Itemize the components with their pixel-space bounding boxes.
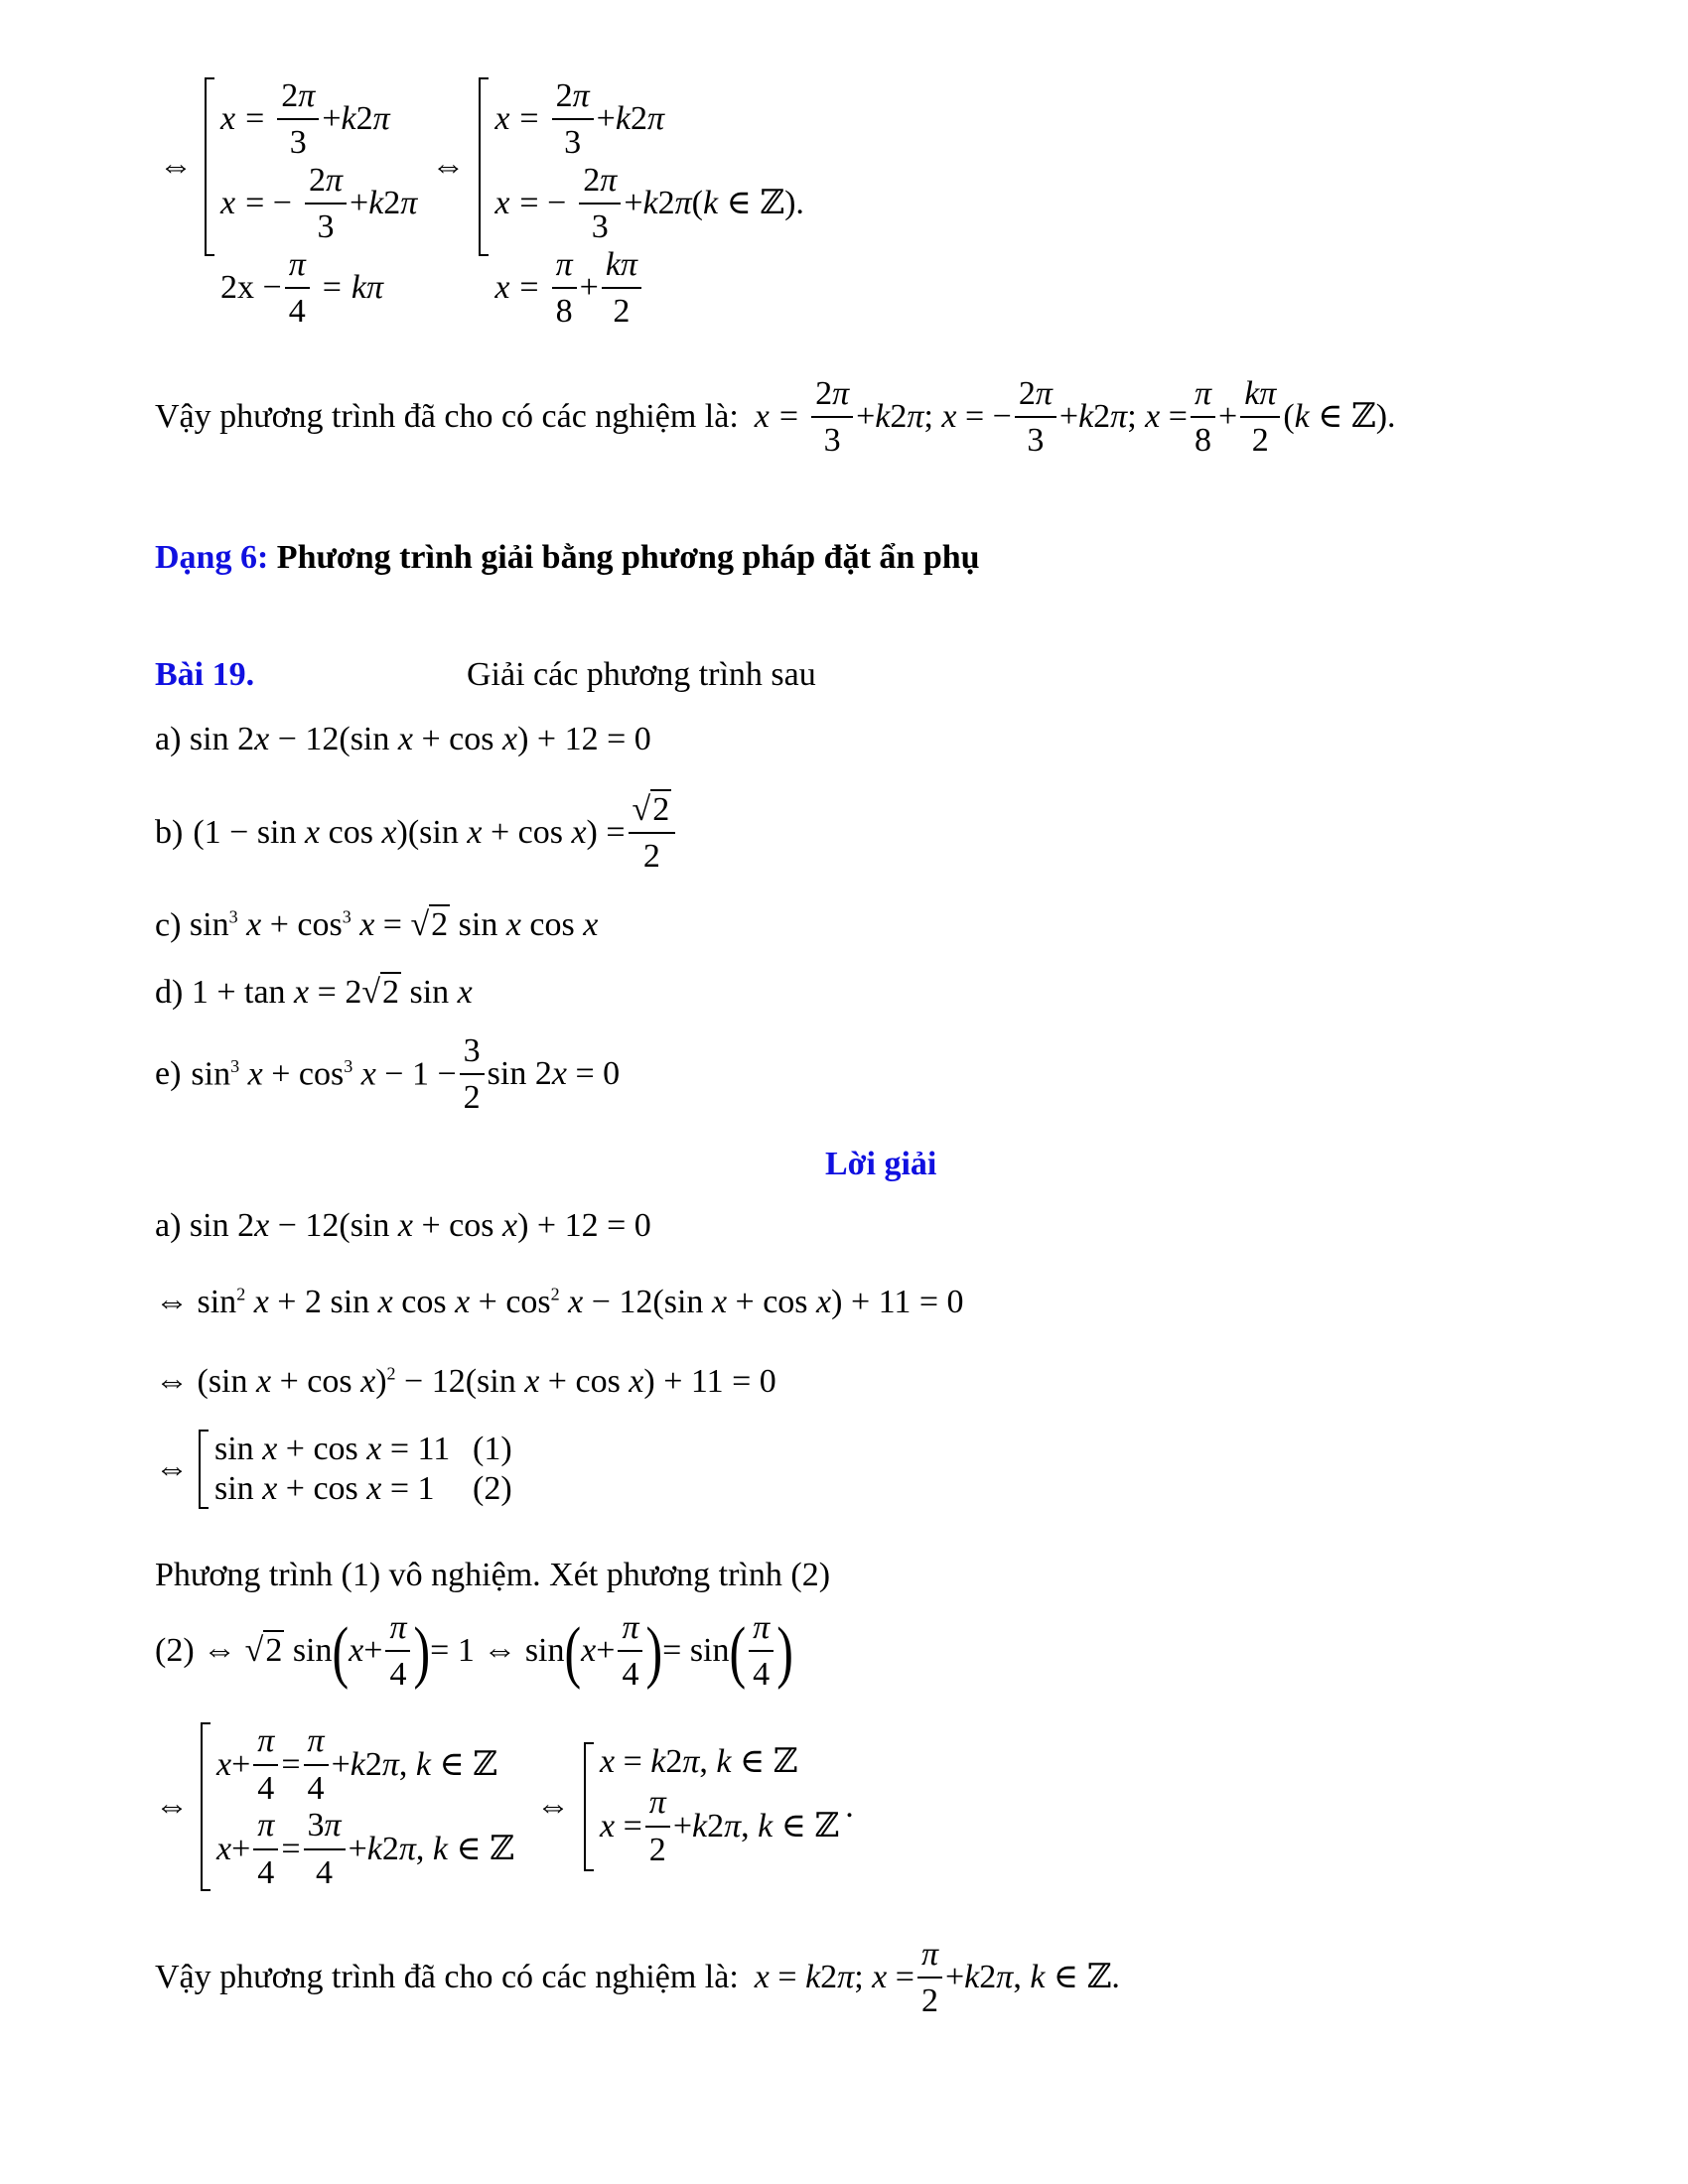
exercise-header	[155, 658, 254, 692]
conclusion-1	[155, 375, 1396, 460]
solution-final-system: ⇔ x + $\frac{\pi}{4}$ = $\frac{\pi}{4}$ +k2π, k ∈ ℤ x + $\frac{\pi}{4}$ = $\frac{3\pi}{4}$ +k2π, k ∈ ℤ ⇔ x = k2π, k ∈ ℤ x = $\frac{\pi}{2}$ +k2π, k ∈ ℤ .	[155, 1722, 854, 1891]
solution-cases: ⇔ sin x + cos x = 11 (1) sin x + cos x = 1 (2)	[155, 1431, 512, 1507]
exercise-item-e: e) $\sin^3 x + \cos^3 x - 1$ − $\frac{3}{2}$ sin 2x = 0	[155, 1032, 621, 1117]
solution-step-3: (2) ⇔ √2 sin ( x + $\frac{\pi}{4}$ ) = 1 ⇔ sin ( x + $\frac{\pi}{4}$ ) = sin ( $\frac{\pi}{4}$ )	[155, 1608, 793, 1693]
right-case-bracket	[479, 77, 804, 330]
equivalence-symbol: ⇔	[159, 148, 193, 185]
left-case-3: 2x − $\frac{\pi}{4}$ = kπ	[220, 245, 384, 330]
solution-case-1: sin x + cos x = 11 (1)	[214, 1431, 512, 1467]
solution-part-a: a) sin 2x − 12(sin x + cos x) + 12 = 0	[155, 1207, 651, 1244]
final-left-1: x + $\frac{\pi}{4}$ = $\frac{\pi}{4}$ +k2π, k ∈ ℤ	[216, 1722, 497, 1807]
solution-conclusion: Vậy phương trình đã cho có các nghiệm là: x = k2π; x = $\frac{\pi}{2}$ +k2π, k ∈ ℤ.	[155, 1936, 1120, 2020]
equivalence-symbol-2: ⇔	[431, 148, 466, 185]
final-right-2: x = $\frac{\pi}{2}$ +k2π, k ∈ ℤ	[599, 1784, 840, 1868]
final-left-bracket	[201, 1722, 514, 1891]
conclusion-1-text: Vậy phương trình đã cho có các nghiệm là:	[155, 398, 739, 436]
right-case-2: x = − $\frac{2\pi}{3}$ +k2π(k ∈ ℤ).	[494, 161, 804, 246]
section-heading	[155, 541, 980, 575]
final-right-bracket	[584, 1742, 839, 1871]
right-case-3: x = $\frac{\pi}{8}$ + $\frac{k\pi}{2}$	[494, 246, 804, 331]
solution-step-1: ⇔ $\sin^2 x + 2$ sin x $\cos x + \cos^2 x - 12(\sin$ x + cos x) + 11 = 0	[155, 1284, 964, 1321]
left-case-2: x = − $\frac{2\pi}{3}$ +k2π	[220, 161, 418, 246]
final-right-1: x = k2π, k ∈ ℤ	[599, 1742, 798, 1780]
top-system	[159, 77, 804, 330]
right-case-1: x = $\frac{2\pi}{3}$ +k2π	[494, 77, 664, 162]
solution-conclusion-formula: x = k2π; x = $\frac{\pi}{2}$ +k2π, k ∈ ℤ.	[754, 1936, 1120, 2020]
exercise-label: Bài 19.	[155, 656, 255, 693]
solution-note: Phương trình (1) vô nghiệm. Xét phương trình (2)	[155, 1557, 831, 1593]
section-title: Phương trình giải bằng phương pháp đặt ẩn phụ	[276, 539, 980, 576]
final-left-2: x + $\frac{\pi}{4}$ = $\frac{3\pi}{4}$ +k2π, k ∈ ℤ	[216, 1807, 514, 1891]
left-case-1: x = $\frac{2\pi}{3}$ +k2π	[220, 77, 390, 162]
exercise-instruction: Giải các phương trình sau	[467, 656, 816, 693]
conclusion-1-formula: x = $\frac{2\pi}{3}$ +k2π; x = − $\frac{2\pi}{3}$ +k2π; x = $\frac{\pi}{8}$ + $\frac{k\pi}{2}$ (k ∈ ℤ).	[754, 375, 1396, 460]
exercise-item-c: c) $\sin^3 x + \cos^3 x = √2$ sin x cos x	[155, 906, 599, 944]
solution-step-2: ⇔ (sin x + cos x)$^2$ − 12(sin x + cos x) + 11 = 0	[155, 1363, 776, 1401]
solution-case-bracket	[199, 1430, 512, 1509]
exercise-item-d: d) 1 + tan x = 2√2 sin x	[155, 974, 473, 1011]
solution-heading: Lời giải	[825, 1146, 937, 1182]
exercise-item-b: b) (1 − sin x cos x)(sin x + cos x) = $\frac{√2}{2}$	[155, 791, 678, 876]
left-case-bracket	[205, 77, 418, 330]
section-label: Dạng 6:	[155, 539, 269, 576]
exercise-item-a: a) sin 2x − 12(sin x + cos x) + 12 = 0	[155, 721, 651, 757]
solution-case-2: sin x + cos x = 1 (2)	[214, 1470, 512, 1507]
